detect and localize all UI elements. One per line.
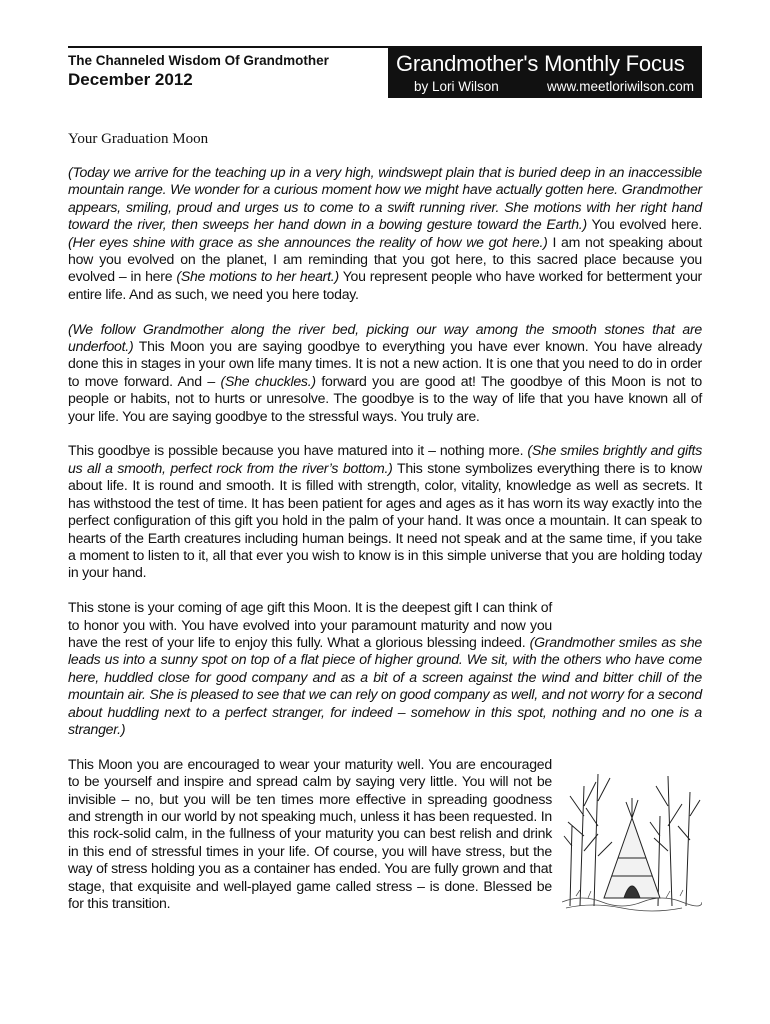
banner-title: Grandmother's Monthly Focus <box>396 51 685 76</box>
series-title: The Channeled Wisdom Of Grandmother <box>68 53 329 68</box>
teaching-text: This Moon you are encouraged to wear your maturity well. You are encouraged to be yourself and inspire and spread calm by saying very little. You will not be invisible – no, but you will be ten times more effective in spreading goodness and strength in our world by not speaking much, unless it has been requested. In this rock-solid calm, in the fullness of your maturity you can best relish and drink in this end of stressful times in your life. Of course, you will have stress, but the way of stress holding you as a container has ended. You are fully grown and that stage, that exquisite and well-played game called stress – is done. Blessed be for this transition. <box>68 755 552 911</box>
teaching-text: This stone is your coming of age gift this Moon. It is the deepest gift I can think of to honor you with. You have evolved into your paramount maturity and now you have the rest of your life to enjoy this fully. What a glorious blessing indeed. <box>68 599 552 650</box>
narration-text: (She chuckles.) <box>220 372 316 389</box>
tipi-in-trees-icon <box>562 756 702 914</box>
paragraph <box>68 321 702 425</box>
paragraph <box>68 756 702 913</box>
teaching-text: This Moon you are saying goodbye to everything you have ever known. You have already done this in stages in your own life many times. It is not a new action. It is one that you need to do in order to move forward. And – <box>68 338 702 389</box>
teaching-text: You represent people who have worked for betterment your entire life. And as such, we need you here today. <box>68 268 702 302</box>
teaching-text: You evolved here. <box>586 216 702 233</box>
article-body <box>68 164 702 930</box>
teaching-text: This goodbye is possible because you have matured into it – nothing more. <box>68 442 528 459</box>
paragraph <box>68 599 702 738</box>
issue-date: December 2012 <box>68 70 193 89</box>
paragraph <box>68 164 702 303</box>
banner <box>388 46 702 98</box>
narration-text: (We follow Grandmother along the river bed, picking our way among the smooth stones that are underfoot.) <box>68 320 702 355</box>
narration-text: (She motions to her heart.) <box>176 268 339 285</box>
paragraph <box>68 442 702 581</box>
teaching-text: This stone symbolizes everything there is to know about life. It is round and smooth. It is filled with strength, color, vitality, knowledge as well as secrets. It has withstood the test of time. It has been patient for ages and ages as it has worn its way exactly into the perfect configuration of this gift you hold in the palm of your hand. It was once a mountain. It can speak to hearts of the Earth creatures including human beings. It need not speak and at the same time, if you take a moment to listen to it, all that ever you wish to know is in this simple universe that you are holding today in your hand. <box>68 459 702 581</box>
header-rule <box>68 46 388 48</box>
header <box>68 46 702 98</box>
narration-text: (Grandmother smiles as she leads us into a sunny spot on top of a flat piece of higher ground. We sit, with the others who have come here, huddled close for good company and as a bit of a screen against the wind and bitter chill of the mountain air. She is pleased to see that we can rely on good company as well, and not worry for a second about huddling next to a perfect stranger, for indeed – somehow in this spot, nothing and no one is a stranger.) <box>68 633 702 737</box>
website-link[interactable]: www.meetloriwilson.com <box>546 79 694 94</box>
illustration-spacer <box>562 599 702 621</box>
narration-text: (Today we arrive for the teaching up in a very high, windswept plain that is buried deep in an inaccessible mountain range. We wonder for a curious moment how we might have actually gotten here. Grandmother appears, smiling, proud and urges us to come to a swift running river. She motions with her right hand toward the river, then sweeps her hand down in a bowing gesture toward the Earth.) <box>68 164 702 233</box>
narration-text: (She smiles brightly and gifts us all a smooth, perfect rock from the river’s bottom.) <box>68 442 702 476</box>
narration-text: (Her eyes shine with grace as she announces the reality of how we got here.) <box>68 233 548 250</box>
teaching-text: I am not speaking about how you evolved on the planet, I am reminding that you got here, to this sacred place because you evolved – in here <box>68 233 703 285</box>
document-title: Your Graduation Moon <box>68 131 209 147</box>
author-byline: by Lori Wilson <box>414 79 499 94</box>
teaching-text: forward you are good at! The goodbye of this Moon is not to people or habits, not to hurts or unresolve. The goodbye is to the way of life that you have known all of your life. You are saying goodbye to the stressful ways. You truly are. <box>68 372 702 424</box>
